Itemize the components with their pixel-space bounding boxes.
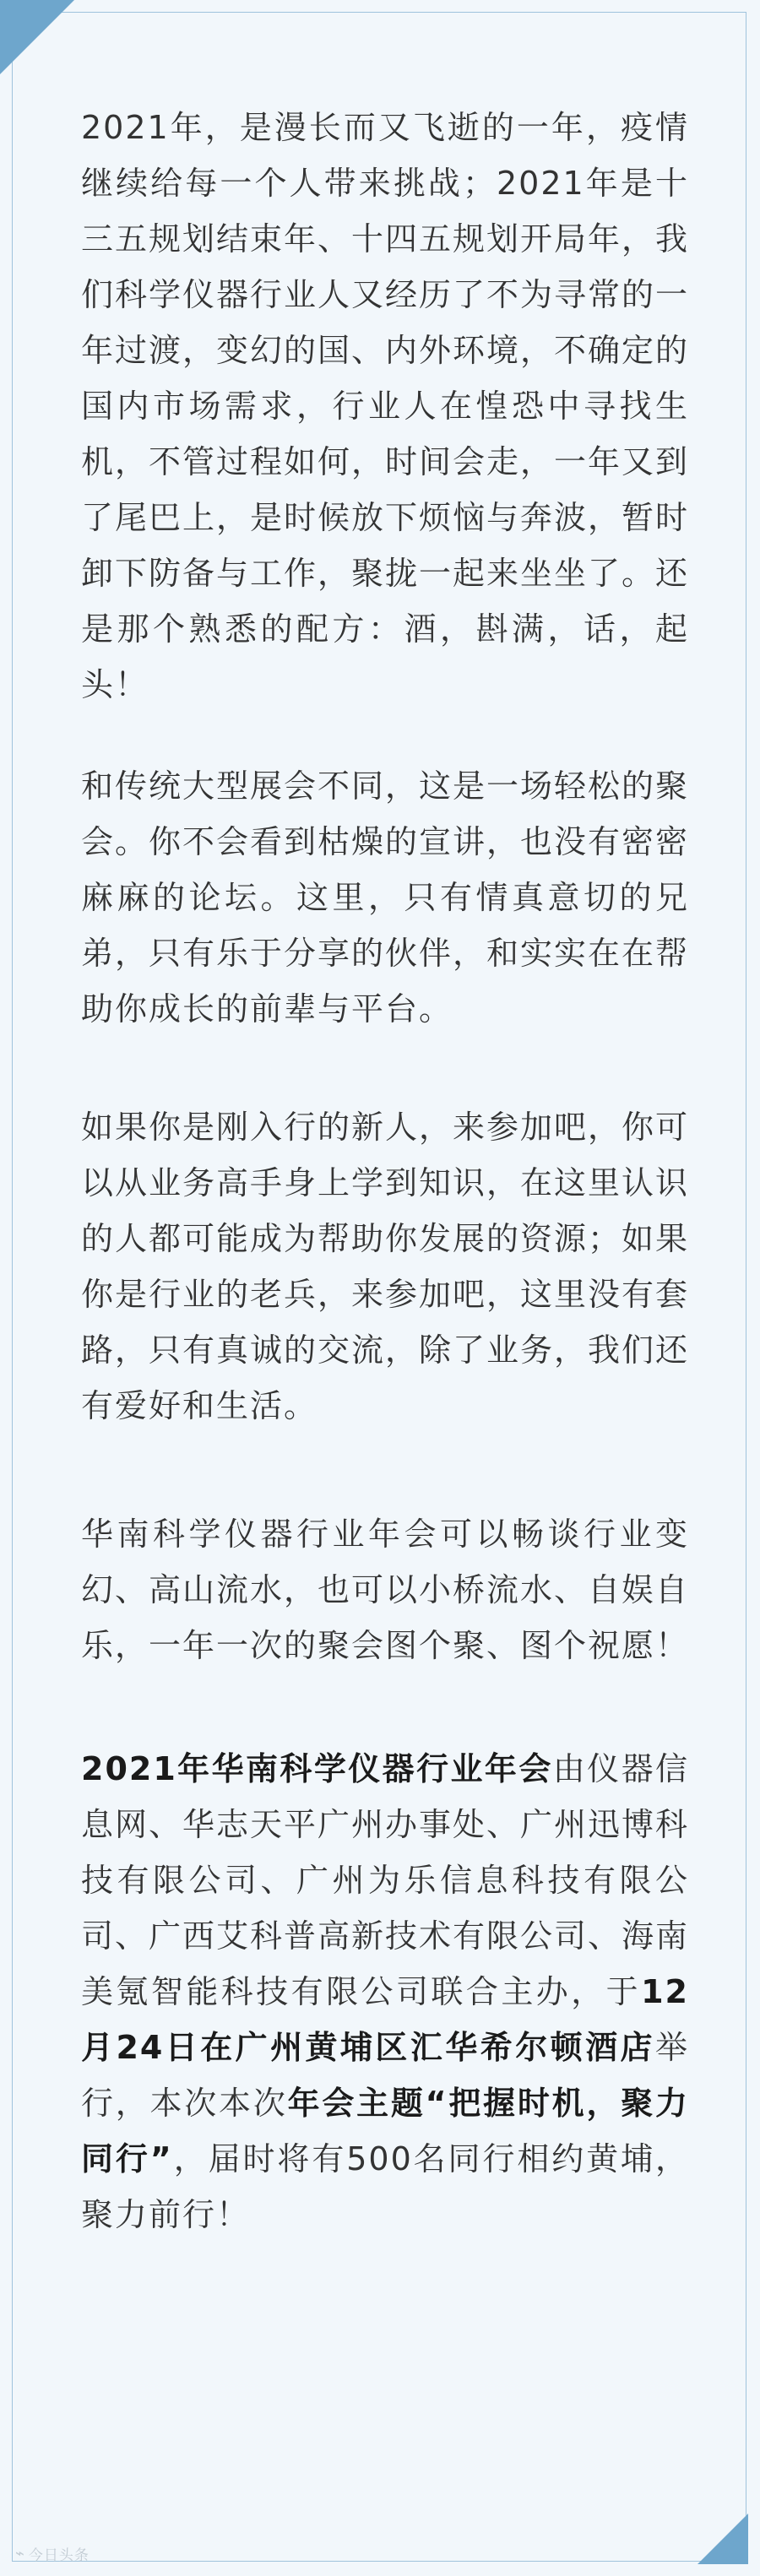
paragraph-invitation: 如果你是刚入行的新人，来参加吧，你可以从业务高手身上学到知识，在这里认识的人都可能成为帮助你发展的资源；如果你是行业的老兵，来参加吧，这里没有套路，只有真诚的交流，除了业务，我们还有爱好和生活。 [81, 1109, 690, 1424]
event-date-venue: 12月24日在广州黄埔区汇华希尔顿酒店 [81, 1973, 689, 2066]
article-body [81, 100, 689, 2242]
paragraph-gathering: 和传统大型展会不同，这是一场轻松的聚会。你不会看到枯燥的宣讲，也没有密密麻麻的论坛。这里，只有情真意切的兄弟，只有乐于分享的伙伴，和实实在在帮助你成长的前辈与平台。 [81, 767, 690, 1028]
corner-decoration-top-left [0, 0, 74, 74]
paragraph-annual-meeting: 华南科学仪器行业年会可以畅谈行业变幻、高山流水，也可以小桥流水、自娱自乐，一年一次的聚会图个聚、图个祝愿！ [81, 1516, 690, 1664]
paragraph-event-details [81, 1741, 689, 2242]
watermark-text: 今日头条 [28, 2547, 90, 2564]
corner-decoration-bottom-right [698, 2514, 748, 2564]
event-theme: 年会主题“把握时机，聚力同行” [81, 2085, 689, 2177]
paragraph-intro: 2021年，是漫长而又飞逝的一年，疫情继续给每一个人带来挑战；2021年是十三五规划结束年、十四五规划开局年，我们科学仪器行业人又经历了不为寻常的一年过渡，变幻的国、内外环境，不确定的国内市场需求，行业人在惶恐中寻找生机，不管过程如何，时间会走，一年又到了尾巴上，是时候放下烦恼与奔波，暂时卸下防备与工作，聚拢一起来坐坐了。还是那个熟悉的配方：酒，斟满，话，起头！ [81, 109, 690, 703]
watermark [15, 2543, 90, 2564]
event-held-text: 举行，本次本次 [81, 2029, 689, 2122]
event-name: 2021年华南科学仪器行业年会 [81, 1750, 553, 1787]
organizers-text: 由仪器信息网、华志天平广州办事处、广州迅博科技有限公司、广州为乐信息科技有限公司、广西艾科普高新技术有限公司、海南美氪智能科技有限公司联合主办，于 [81, 1750, 690, 2010]
event-closing-text: ，届时将有500名同行相约黄埔，聚力前行！ [81, 2140, 689, 2233]
toutiao-logo-icon: ⌁ [15, 2545, 25, 2562]
